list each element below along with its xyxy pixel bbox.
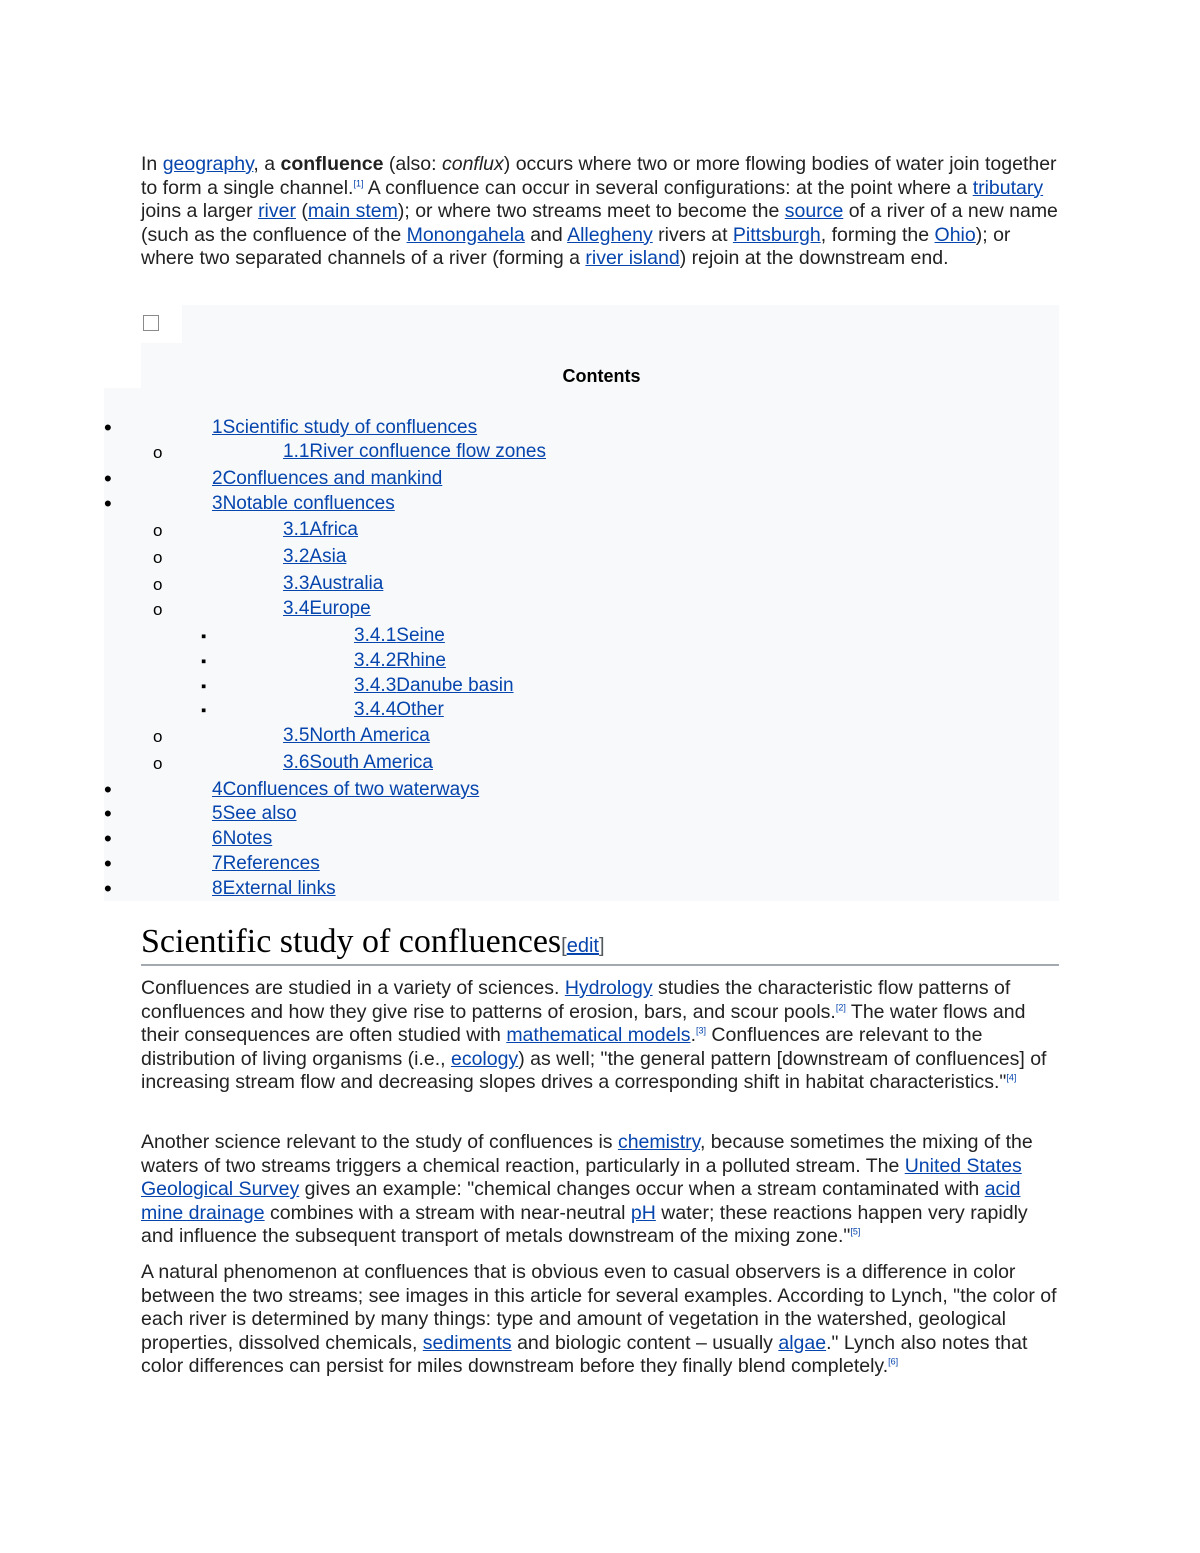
text: Confluences are relevant to the distribution of living organisms (i.e., <box>141 1024 983 1070</box>
link-source[interactable]: source <box>784 200 844 223</box>
toc-item[interactable] <box>354 699 444 721</box>
toc-item-number: 3.4.4 <box>354 699 397 720</box>
toc-item[interactable] <box>354 675 514 697</box>
text: and <box>524 223 568 246</box>
text: ); or where two separated channels of a river (forming a <box>141 223 1011 270</box>
toc-item[interactable] <box>354 625 445 647</box>
toc-item-number: 3.4.2 <box>354 650 397 671</box>
edit-link[interactable]: edit <box>566 935 599 957</box>
term-conflux: conflux <box>441 153 504 175</box>
link-mathematical-models[interactable]: mathematical models <box>506 1024 691 1047</box>
toc-item-label: Confluences and mankind <box>222 468 443 489</box>
toc-item-label: Confluences of two waterways <box>222 779 480 800</box>
toc-bullet: • <box>104 777 112 802</box>
toc-item-number: 1 <box>212 417 223 438</box>
toc-item-number: 5 <box>212 803 223 824</box>
toc-bullet: ▪ <box>201 702 207 719</box>
toc-bullet: o <box>153 575 163 594</box>
toc-item-number: 3.5 <box>283 725 310 746</box>
text: (also: <box>383 153 442 175</box>
link-acid-mine-drainage[interactable]: acid mine drainage <box>141 1178 1021 1224</box>
toc-item-label: Rhine <box>396 650 446 671</box>
text: Another science relevant to the study of confluences is <box>141 1131 618 1153</box>
text: ) occurs where two or more flowing bodies of water join together to form a single channel. <box>141 153 1057 199</box>
text: In <box>141 153 163 175</box>
toc-item[interactable] <box>212 878 336 900</box>
toc-bullet: • <box>104 876 112 901</box>
toc-bullet: ▪ <box>201 653 207 670</box>
link-allegheny[interactable]: Allegheny <box>567 223 653 246</box>
toc-item-number: 3.4.3 <box>354 675 397 696</box>
toc-bullet: o <box>153 548 163 567</box>
link-main-stem[interactable]: main stem <box>307 200 398 223</box>
toc-item-label: Africa <box>309 519 358 540</box>
toc-bullet: o <box>153 754 163 773</box>
toc-bullet: • <box>104 826 112 851</box>
bracket: ] <box>598 935 605 957</box>
toc-item-label: References <box>222 853 320 874</box>
text: studies the characteristic flow patterns of confluences and how they give rise to patterns of erosion, bars, and scour pools. <box>141 977 1011 1023</box>
text: rivers at <box>652 223 733 246</box>
toc-bullet: • <box>104 801 112 826</box>
toc-toggle-checkbox[interactable] <box>143 315 159 331</box>
link-usgs[interactable]: United States Geological Survey <box>141 1154 1022 1201</box>
link-river[interactable]: river <box>258 200 296 223</box>
toc-bullet: • <box>104 851 112 876</box>
link-chemistry[interactable]: chemistry <box>617 1131 700 1153</box>
term-confluence: confluence <box>280 153 384 175</box>
intro-paragraph <box>141 153 1059 271</box>
toc-item[interactable] <box>283 752 433 774</box>
link-algae[interactable]: algae <box>778 1331 827 1354</box>
link-tributary[interactable]: tributary <box>972 176 1044 199</box>
body-paragraph <box>141 1261 1059 1379</box>
toc-item-number: 3.6 <box>283 752 310 773</box>
toc-item-number: 8 <box>212 878 223 899</box>
toc-item-number: 3.1 <box>283 519 310 540</box>
text: The water flows and their consequences are often studied with <box>141 1000 1026 1047</box>
toc-item-label: Europe <box>309 598 371 619</box>
toc-item[interactable] <box>212 803 297 825</box>
toc-item-label: Other <box>396 699 444 720</box>
text: . <box>690 1024 696 1047</box>
toc-item[interactable] <box>212 828 272 850</box>
toc-item-label: Australia <box>309 573 384 594</box>
text: ." Lynch also notes that color differences can persist for miles downstream before they finally blend completely. <box>141 1331 1028 1378</box>
toc-title: Contents <box>562 366 641 386</box>
citation-3[interactable]: [3] <box>695 1025 706 1036</box>
link-hydrology[interactable]: Hydrology <box>564 977 653 999</box>
toc-item-label: River confluence flow zones <box>309 441 546 462</box>
text: gives an example: "chemical changes occur when a stream contaminated with <box>299 1178 985 1201</box>
toc-item-label: Asia <box>309 546 347 567</box>
link-monongahela[interactable]: Monongahela <box>406 223 525 246</box>
text: joins a larger <box>141 200 259 223</box>
toc-bullet: • <box>104 491 112 516</box>
link-ph[interactable]: pH <box>630 1201 656 1224</box>
toc-item-label: Seine <box>396 625 445 646</box>
toc-item-label: North America <box>309 725 430 746</box>
toc-item-number: 1.1 <box>283 441 310 462</box>
toc-item-label: Notable confluences <box>222 493 395 514</box>
link-pittsburgh[interactable]: Pittsburgh <box>732 223 821 246</box>
toc-item-number: 3 <box>212 493 223 514</box>
toc-item-number: 7 <box>212 853 223 874</box>
text: ) rejoin at the downstream end. <box>679 247 949 270</box>
toc-item[interactable] <box>283 546 346 568</box>
text: ); or where two streams meet to become the <box>397 200 785 223</box>
text: A natural phenomenon at confluences that is obvious even to casual observers is a difference in color between the two streams; see images in this article for several examples. According to Lynch, "the color of each river is determined by many things: type and amount of vegetation in the watershed, geological properties, dissolved chemicals, <box>141 1261 1057 1354</box>
text: ) as well; "the general pattern [downstream of confluences] of increasing stream flow and decreasing slopes drives a corresponding shift in habitat characteristics." <box>141 1047 1047 1094</box>
toc-item[interactable] <box>283 573 383 595</box>
toc-item[interactable] <box>212 417 477 439</box>
toc-item-number: 4 <box>212 779 223 800</box>
toc-item[interactable] <box>283 519 358 541</box>
toc-item[interactable] <box>212 853 320 875</box>
toc-item-number: 6 <box>212 828 223 849</box>
toc-item-number: 2 <box>212 468 223 489</box>
text: Confluences are studied in a variety of sciences. <box>141 977 565 999</box>
toc-bullet: o <box>153 443 163 462</box>
citation-6[interactable]: [6] <box>888 1356 899 1367</box>
edit-section-link[interactable] <box>561 935 604 957</box>
bracket: [ <box>561 935 567 957</box>
toc-bullet: • <box>104 415 112 440</box>
toc-item[interactable] <box>212 779 479 801</box>
toc-item-label: Danube basin <box>396 675 514 696</box>
link-sediments[interactable]: sediments <box>422 1331 512 1354</box>
toc-bullet: o <box>153 727 163 746</box>
toc-item[interactable] <box>354 650 446 672</box>
toc-item[interactable] <box>212 468 442 490</box>
toc-item-label: External links <box>222 878 336 899</box>
text: , forming the <box>820 223 935 246</box>
link-ohio[interactable]: Ohio <box>934 223 976 246</box>
text: , because sometimes the mixing of the waters of two streams triggers a chemical reaction, particularly in a polluted stream. The <box>141 1131 1033 1177</box>
toc-item[interactable] <box>283 441 546 463</box>
citation-5[interactable]: [5] <box>850 1226 861 1237</box>
toc-item-label: South America <box>309 752 433 773</box>
body-paragraph <box>141 977 1059 1095</box>
toc-bullet: ▪ <box>201 678 207 695</box>
toc-item[interactable] <box>283 598 371 620</box>
toc-item-label: See also <box>222 803 297 824</box>
text: combines with a stream with near-neutral <box>264 1201 631 1224</box>
text: A confluence can occur in several configurations: at the point where a <box>363 176 973 199</box>
text: ( <box>295 200 308 223</box>
toc-item-number: 3.3 <box>283 573 310 594</box>
toc-item[interactable] <box>212 493 395 515</box>
toc-item-number: 3.4 <box>283 598 310 619</box>
toc-item-number: 3.2 <box>283 546 310 567</box>
toc-bullet: o <box>153 600 163 619</box>
link-geography[interactable]: geography <box>162 153 254 175</box>
link-river-island[interactable]: river island <box>585 247 680 270</box>
text: and biologic content – usually <box>511 1331 779 1354</box>
section-heading-text: Scientific study of confluences <box>141 923 562 960</box>
toc-bullet: • <box>104 466 112 491</box>
toc-item-number: 3.4.1 <box>354 625 397 646</box>
toc-item-label: Scientific study of confluences <box>222 417 478 438</box>
toc-item[interactable] <box>283 725 430 747</box>
link-ecology[interactable]: ecology <box>450 1047 519 1070</box>
text: of a river of a new name (such as the confluence of the <box>141 200 1058 246</box>
citation-2[interactable]: [2] <box>835 1002 846 1013</box>
toc-bullet: ▪ <box>201 628 207 645</box>
toc-item-label: Notes <box>222 828 273 849</box>
text: water; these reactions happen very rapidly and influence the subsequent transport of metals downstream of the mixing zone." <box>141 1201 1028 1248</box>
citation-1[interactable]: [1] <box>353 178 364 189</box>
text: , a <box>253 153 281 175</box>
body-paragraph <box>141 1131 1059 1249</box>
section-heading <box>141 920 1059 966</box>
citation-4[interactable]: [4] <box>1006 1072 1017 1083</box>
toc-bullet: o <box>153 521 163 540</box>
